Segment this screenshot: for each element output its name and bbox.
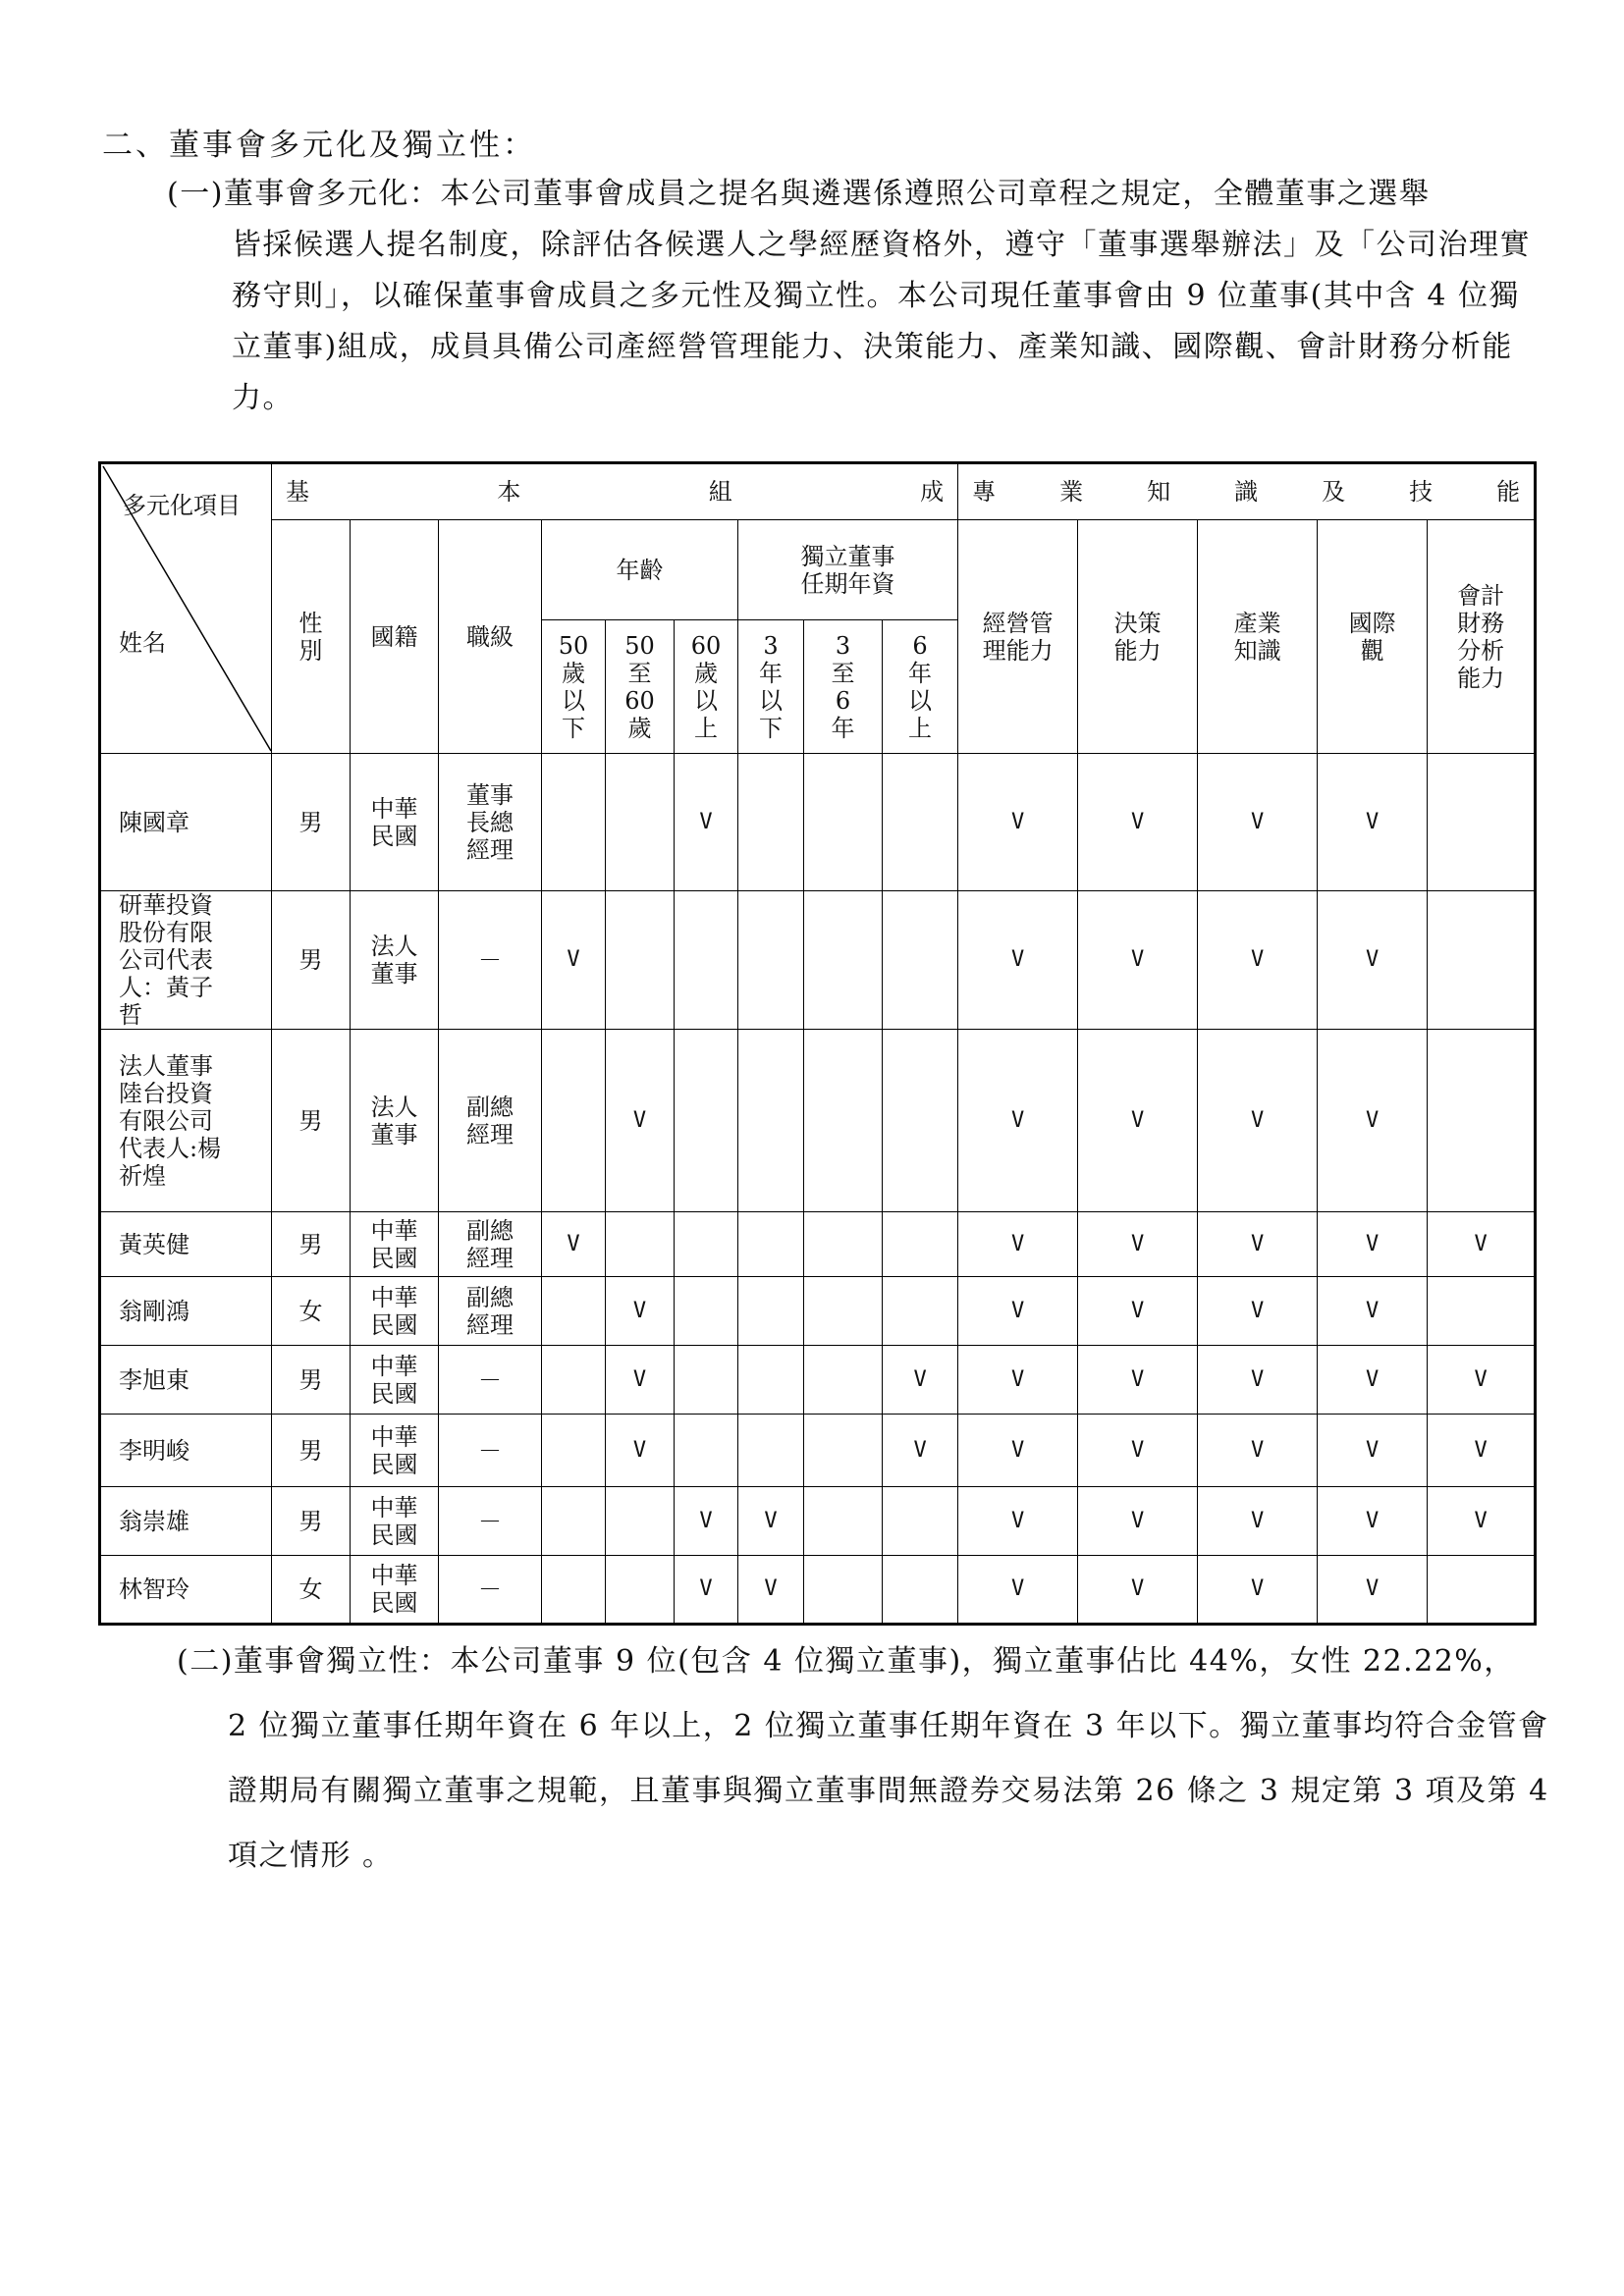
- director-name: 李明峻: [100, 1415, 272, 1487]
- age-over-60-header: 60歲以上: [675, 620, 738, 754]
- para2-rest: 2 位獨立董事任期年資在 6 年以上，2 位獨立董事任期年資在 3 年以下。獨立董事均符合金管會證期局有關獨立董事之規範，且董事與獨立董事間無證券交易法第 26 條之 3 規定第 3 項及第 4 項之情形 。: [228, 1709, 1549, 1873]
- check-cell: [542, 754, 606, 891]
- check-cell: [738, 891, 804, 1030]
- para2-first-line: 董事會獨立性：本公司董事 9 位(包含 4 位獨立董事)，獨立董事佔比 44%，女性 22.22%，: [233, 1644, 1515, 1679]
- check-cell: V: [1198, 1415, 1318, 1487]
- check-cell: [738, 1030, 804, 1212]
- check-cell: V: [1198, 1212, 1318, 1277]
- gender-cell: 男: [272, 1346, 351, 1415]
- professional-skills-header: 專 業 知 識 及 技 能: [958, 463, 1536, 520]
- check-cell: V: [883, 1415, 958, 1487]
- check-cell: [804, 1212, 883, 1277]
- age-under-50-header: 50歲以下: [542, 620, 606, 754]
- nationality-cell: 中華民國: [351, 754, 439, 891]
- check-cell: V: [958, 1487, 1078, 1556]
- table-row: [100, 1487, 1536, 1556]
- check-cell: [738, 1212, 804, 1277]
- table-row: [100, 754, 1536, 891]
- check-cell: [542, 1556, 606, 1625]
- check-cell: [804, 1556, 883, 1625]
- check-cell: [606, 1487, 675, 1556]
- rank-cell: －: [439, 891, 542, 1030]
- check-cell: V: [606, 1346, 675, 1415]
- check-cell: V: [1318, 1487, 1428, 1556]
- corner-header-cell: [100, 463, 272, 754]
- gender-cell: 男: [272, 1487, 351, 1556]
- check-cell: V: [958, 1556, 1078, 1625]
- rank-header: 職級: [439, 520, 542, 754]
- director-name: 陳國章: [100, 754, 272, 891]
- check-cell: [675, 1212, 738, 1277]
- check-cell: V: [1318, 1030, 1428, 1212]
- check-cell: [675, 1277, 738, 1346]
- para1-first-line: 董事會多元化：本公司董事會成員之提名與遴選係遵照公司章程之規定，全體董事之選舉: [223, 177, 1431, 211]
- table-row: [100, 1277, 1536, 1346]
- rank-cell: －: [439, 1346, 542, 1415]
- check-cell: [804, 1415, 883, 1487]
- diversity-paragraph: [167, 169, 1532, 424]
- nationality-cell: 中華民國: [351, 1415, 439, 1487]
- check-cell: V: [1318, 754, 1428, 891]
- check-cell: [1428, 1030, 1536, 1212]
- check-cell: V: [542, 1212, 606, 1277]
- check-cell: V: [1318, 1212, 1428, 1277]
- section-title: 二、董事會多元化及獨立性：: [102, 128, 536, 163]
- check-cell: [542, 1030, 606, 1212]
- nationality-cell: 中華民國: [351, 1556, 439, 1625]
- director-name: 李旭東: [100, 1346, 272, 1415]
- check-cell: [675, 891, 738, 1030]
- nationality-cell: 中華民國: [351, 1487, 439, 1556]
- nationality-cell: 法人董事: [351, 1030, 439, 1212]
- check-cell: V: [958, 1030, 1078, 1212]
- rank-cell: 副總經理: [439, 1212, 542, 1277]
- basic-composition-header: 基 本 組 成: [272, 463, 958, 520]
- tenure-over-6-header: 6年以上: [883, 620, 958, 754]
- check-cell: V: [1078, 1277, 1198, 1346]
- check-cell: [883, 754, 958, 891]
- check-cell: [1428, 1277, 1536, 1346]
- rank-cell: －: [439, 1415, 542, 1487]
- gender-cell: 男: [272, 891, 351, 1030]
- para2-label: (二): [177, 1644, 234, 1679]
- check-cell: V: [1318, 1346, 1428, 1415]
- age-header: 年齡: [542, 520, 738, 620]
- check-cell: V: [1078, 891, 1198, 1030]
- para1-label: (一): [167, 177, 224, 211]
- check-cell: [675, 1415, 738, 1487]
- check-cell: V: [606, 1277, 675, 1346]
- check-cell: V: [1198, 754, 1318, 891]
- check-cell: V: [1318, 1415, 1428, 1487]
- check-cell: V: [675, 754, 738, 891]
- check-cell: [883, 1277, 958, 1346]
- check-cell: V: [675, 1487, 738, 1556]
- check-cell: V: [958, 1212, 1078, 1277]
- table-row: [100, 1212, 1536, 1277]
- check-cell: V: [1198, 1556, 1318, 1625]
- name-label: 姓名: [119, 629, 166, 657]
- check-cell: [542, 1277, 606, 1346]
- independence-paragraph: [177, 1629, 1551, 1889]
- skill-international-header: 國際觀: [1318, 520, 1428, 754]
- check-cell: V: [1428, 1487, 1536, 1556]
- director-name: 林智玲: [100, 1556, 272, 1625]
- nationality-cell: 中華民國: [351, 1346, 439, 1415]
- age-50-60-header: 50至60歲: [606, 620, 675, 754]
- rank-cell: 副總經理: [439, 1030, 542, 1212]
- check-cell: V: [1198, 1277, 1318, 1346]
- director-name: 研華投資股份有限公司代表人：黃子哲: [100, 891, 272, 1030]
- check-cell: V: [958, 1277, 1078, 1346]
- check-cell: [542, 1487, 606, 1556]
- check-cell: V: [1078, 1346, 1198, 1415]
- check-cell: [1428, 891, 1536, 1030]
- para1-rest: 皆採候選人提名制度，除評估各候選人之學經歷資格外，遵守「董事選舉辦法」及「公司治理實務守則」，以確保董事會成員之多元性及獨立性。本公司現任董事會由 9 位董事(其中含 4 位獨立董事)組成，成員具備公司產經營管理能力、決策能力、產業知識、國際觀、會計財務分析能力。: [232, 228, 1531, 415]
- check-cell: V: [738, 1556, 804, 1625]
- check-cell: [606, 1212, 675, 1277]
- director-name: 翁崇雄: [100, 1487, 272, 1556]
- check-cell: [883, 1556, 958, 1625]
- check-cell: [738, 1415, 804, 1487]
- table-row: [100, 891, 1536, 1030]
- check-cell: [1428, 1556, 1536, 1625]
- director-name: 法人董事陸台投資有限公司代表人:楊祈煌: [100, 1030, 272, 1212]
- check-cell: [804, 891, 883, 1030]
- table-body: [100, 754, 1536, 1625]
- check-cell: V: [1318, 1556, 1428, 1625]
- check-cell: V: [1428, 1346, 1536, 1415]
- director-name: 翁剛鴻: [100, 1277, 272, 1346]
- check-cell: [675, 1030, 738, 1212]
- check-cell: V: [1078, 1212, 1198, 1277]
- check-cell: V: [958, 891, 1078, 1030]
- nationality-cell: 法人董事: [351, 891, 439, 1030]
- check-cell: [738, 1346, 804, 1415]
- check-cell: V: [958, 1346, 1078, 1415]
- gender-cell: 男: [272, 754, 351, 891]
- table-row: [100, 1415, 1536, 1487]
- check-cell: [883, 1487, 958, 1556]
- nationality-cell: 中華民國: [351, 1277, 439, 1346]
- check-cell: V: [675, 1556, 738, 1625]
- check-cell: [738, 1277, 804, 1346]
- check-cell: V: [958, 1415, 1078, 1487]
- check-cell: V: [606, 1415, 675, 1487]
- check-cell: [883, 891, 958, 1030]
- diversity-item-label: 多元化項目: [123, 492, 241, 519]
- check-cell: V: [1428, 1212, 1536, 1277]
- check-cell: [542, 1415, 606, 1487]
- check-cell: [738, 754, 804, 891]
- check-cell: [606, 1556, 675, 1625]
- check-cell: V: [1428, 1415, 1536, 1487]
- check-cell: V: [1198, 1346, 1318, 1415]
- board-diversity-table: [98, 461, 1537, 1626]
- gender-cell: 男: [272, 1212, 351, 1277]
- skill-decision-header: 決策能力: [1078, 520, 1198, 754]
- check-cell: V: [542, 891, 606, 1030]
- check-cell: V: [1078, 754, 1198, 891]
- check-cell: V: [1078, 1030, 1198, 1212]
- check-cell: V: [1318, 891, 1428, 1030]
- table-row: [100, 1556, 1536, 1625]
- nationality-header: 國籍: [351, 520, 439, 754]
- skill-industry-header: 產業知識: [1198, 520, 1318, 754]
- skill-accounting-header: 會計財務分析能力: [1428, 520, 1536, 754]
- check-cell: [883, 1212, 958, 1277]
- check-cell: [804, 1346, 883, 1415]
- director-name: 黃英健: [100, 1212, 272, 1277]
- skill-management-header: 經營管理能力: [958, 520, 1078, 754]
- gender-header: 性別: [272, 520, 351, 754]
- check-cell: V: [606, 1030, 675, 1212]
- check-cell: [1428, 754, 1536, 891]
- check-cell: [804, 1030, 883, 1212]
- check-cell: V: [883, 1346, 958, 1415]
- check-cell: V: [1318, 1277, 1428, 1346]
- check-cell: [883, 1030, 958, 1212]
- check-cell: V: [738, 1487, 804, 1556]
- check-cell: [804, 1277, 883, 1346]
- rank-cell: －: [439, 1487, 542, 1556]
- gender-cell: 女: [272, 1277, 351, 1346]
- table-row: [100, 1030, 1536, 1212]
- tenure-3-6-header: 3至6年: [804, 620, 883, 754]
- gender-cell: 男: [272, 1415, 351, 1487]
- check-cell: [606, 754, 675, 891]
- tenure-header: 獨立董事任期年資: [738, 520, 958, 620]
- gender-cell: 男: [272, 1030, 351, 1212]
- rank-cell: 副總經理: [439, 1277, 542, 1346]
- check-cell: [804, 754, 883, 891]
- rank-cell: 董事長總經理: [439, 754, 542, 891]
- gender-cell: 女: [272, 1556, 351, 1625]
- check-cell: [606, 891, 675, 1030]
- table-row: [100, 1346, 1536, 1415]
- nationality-cell: 中華民國: [351, 1212, 439, 1277]
- check-cell: [542, 1346, 606, 1415]
- tenure-under-3-header: 3年以下: [738, 620, 804, 754]
- check-cell: V: [1078, 1415, 1198, 1487]
- check-cell: V: [1198, 1487, 1318, 1556]
- check-cell: V: [1198, 1030, 1318, 1212]
- check-cell: [804, 1487, 883, 1556]
- check-cell: [675, 1346, 738, 1415]
- check-cell: V: [958, 754, 1078, 891]
- check-cell: V: [1078, 1487, 1198, 1556]
- check-cell: V: [1198, 891, 1318, 1030]
- rank-cell: －: [439, 1556, 542, 1625]
- check-cell: V: [1078, 1556, 1198, 1625]
